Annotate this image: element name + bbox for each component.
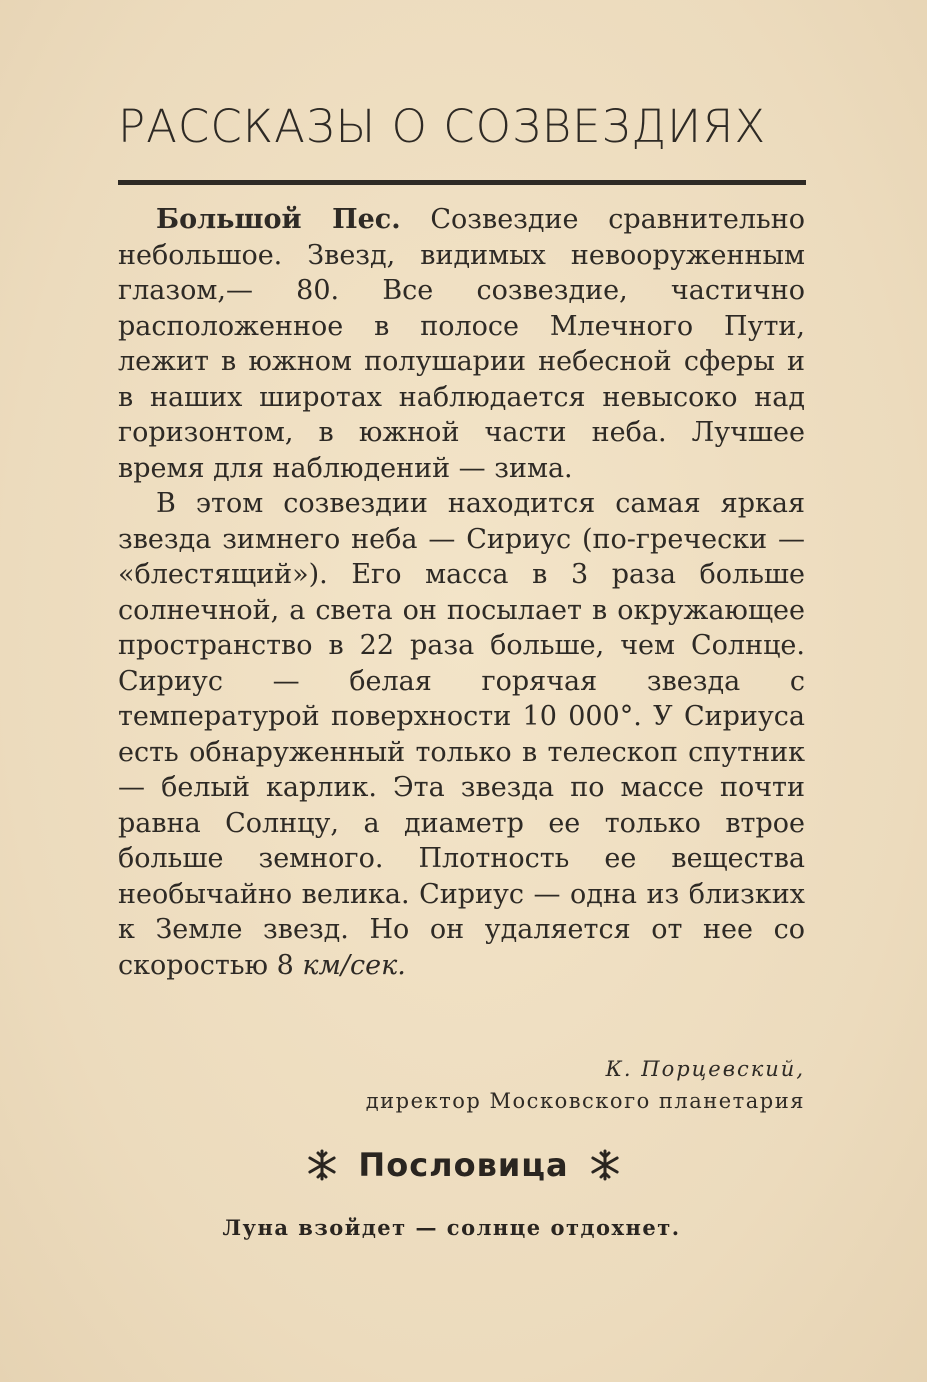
article-paragraph-1 <box>118 202 805 486</box>
signature-role: директор Московского планетария <box>365 1089 805 1113</box>
title-divider <box>118 180 806 185</box>
article-paragraph-2-text: В этом созвездии находится самая яркая звезда зимнего неба — Сириус (по-гречески — «блестящий»). Его масса в 3 раза больше солнечной, а света он посылает в окружающее пространство в 22 раза больше, чем Солнце. Сириус — белая горячая звезда с температурой поверхности 10 000°. У Сириуса есть обнаруженный только в телескоп спутник — белый карлик. Эта звезда по массе почти равна Солнцу, а диаметр ее только втрое больше земного. Плотность ее вещества необычайно велика. Сириус — одна из близких к Земле звезд. Но он удаляется от нее со скоростью 8 <box>118 488 805 981</box>
article-body <box>118 202 805 983</box>
signature <box>366 1053 805 1117</box>
page-title: РАССКАЗЫ О СОЗВЕЗДИЯХ <box>118 100 767 153</box>
proverb-header <box>0 1146 927 1184</box>
article-paragraph-2 <box>118 486 805 983</box>
snowflake-icon <box>305 1148 339 1182</box>
signature-name: К. Порцевский, <box>605 1057 805 1081</box>
proverb-title: Пословица <box>358 1146 569 1184</box>
proverb-text-content: Луна взойдет — солнце отдохнет. <box>222 1215 681 1240</box>
article-lead: Большой Пес. <box>156 204 401 235</box>
snowflake-icon <box>588 1148 622 1182</box>
article-paragraph-1-text: Созвездие сравнительно небольшое. Звезд, видимых невооруженным глазом,— 80. Все созвездие, частично расположенное в полосе Млечного Пути, лежит в южном полушарии небесной сферы и в наших широтах наблюдается невысоко над горизонтом, в южной части неба. Лучшее время для наблюдений — зима. <box>118 204 805 484</box>
speed-unit: км/сек. <box>302 949 406 981</box>
proverb-text <box>0 1215 927 1240</box>
